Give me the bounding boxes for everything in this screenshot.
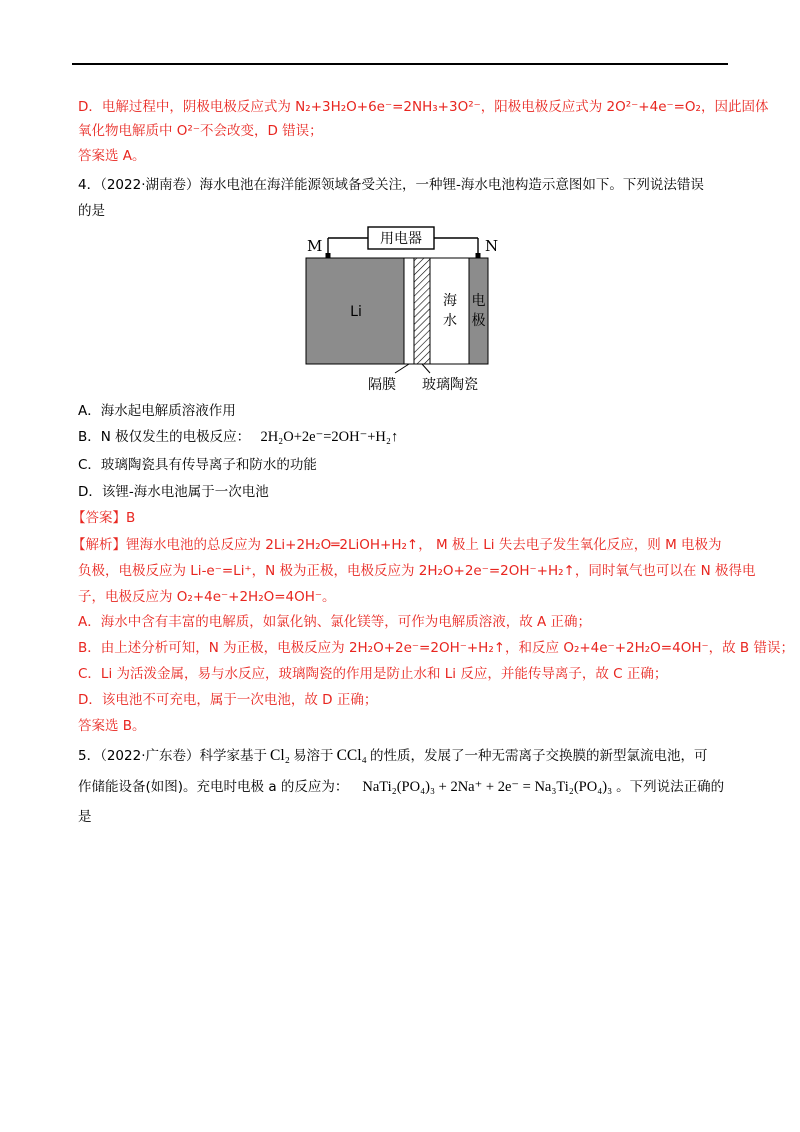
q4-option-b-text: B．N 极仅发生的电极反应： (78, 429, 251, 445)
prev-answer: 答案选 A。 (78, 148, 146, 164)
q4-stem-line2: 的是 (78, 203, 105, 219)
li-label: Li (350, 304, 362, 320)
q5-stem-part1: 5．（2022·广东卷）科学家基于 (78, 748, 267, 764)
q5-stem-line3: 是 (78, 809, 92, 825)
glass-ceramic (414, 258, 430, 364)
electrode-label-1: 电 (471, 293, 486, 309)
q4-answer-tag: 【答案】B (72, 510, 136, 526)
separator-label: 隔膜 (368, 377, 396, 393)
q4-option-b-formula: 2H₂O+2e⁻=2OH⁻+H₂↑ (260, 429, 399, 445)
q4-analysis-line2: 负极，电极反应为 Li-e⁻=Li⁺，N 极为正极，电极反应为 2H₂O+2e⁻=2OH⁻+H₂↑，同时氧气也可以在 N 极得电 (78, 563, 756, 579)
terminal-n (476, 253, 481, 258)
n-label: N (485, 237, 499, 255)
battery-diagram (300, 226, 500, 394)
seawater-label-2: 水 (443, 313, 457, 329)
q5-stem-line2-text: 作储能设备(如图)。充电时电极 a 的反应为： (78, 779, 349, 795)
q4-option-d: D．该锂-海水电池属于一次电池 (78, 484, 269, 500)
q4-analysis-line1: 【解析】锂海水电池的总反应为 2Li+2H₂O═2LiOH+H₂↑， M 极上 Li 失去电子发生氧化反应，则 M 电极为 (72, 537, 722, 553)
q4-option-a: A．海水起电解质溶液作用 (78, 403, 236, 419)
q4-explain-d: D．该电池不可充电，属于一次电池，故 D 正确； (78, 692, 378, 708)
seawater (430, 258, 469, 364)
prev-option-d-line2: 氧化物电解质中 O²⁻不会改变，D 错误； (78, 123, 323, 139)
m-label: M (307, 237, 323, 255)
separator (404, 258, 414, 364)
q4-final-answer: 答案选 B。 (78, 718, 146, 734)
load-label: 用电器 (380, 231, 422, 247)
q5-ccl4: CCl₄ (336, 747, 367, 764)
electrode-label-2: 极 (471, 313, 486, 329)
q5-cl2: Cl₂ (270, 747, 291, 764)
q4-analysis-line3: 子，电极反应为 O₂+4e⁻+2H₂O=4OH⁻。 (78, 589, 336, 605)
terminal-m (326, 253, 331, 258)
header-rule (72, 63, 728, 65)
q4-explain-c: C．Li 为活泼金属，易与水反应，玻璃陶瓷的作用是防止水和 Li 反应，并能传导离子，故 C 正确； (78, 666, 668, 682)
q5-formula: NaTi₂(PO₄)₃ + 2Na⁺ + 2e⁻ = Na₃Ti₂(PO₄)₃ (362, 779, 613, 795)
q5-stem-line1 (78, 746, 707, 766)
q5-stem-line2-tail: 。下列说法正确的 (616, 779, 725, 795)
q4-option-c: C．玻璃陶瓷具有传导离子和防水的功能 (78, 457, 317, 473)
q5-stem-line2 (78, 777, 724, 797)
q4-explain-a: A．海水中含有丰富的电解质，如氯化钠、氯化镁等，可作为电解质溶液，故 A 正确； (78, 614, 592, 630)
electrode (469, 258, 488, 364)
ceramic-label: 玻璃陶瓷 (422, 377, 478, 393)
q4-explain-b: B．由上述分析可知，N 为正极，电极反应为 2H₂O+2e⁻=2OH⁻+H₂↑，和反应 O₂+4e⁻+2H₂O=4OH⁻，故 B 错误； (78, 640, 794, 656)
prev-option-d-line1: D．电解过程中，阴极电极反应式为 N₂+3H₂O+6e⁻=2NH₃+3O²⁻，阳极电极反应式为 2O²⁻+4e⁻=O₂，因此固体 (78, 99, 769, 115)
q5-stem-part3: 的性质，发展了一种无需离子交换膜的新型氯流电池，可 (369, 748, 708, 764)
q5-stem-part2: 易溶于 (293, 748, 334, 764)
q4-stem-line1: 4．（2022·湖南卷）海水电池在海洋能源领域备受关注，一种锂-海水电池构造示意图如下。下列说法错误 (78, 177, 704, 193)
q4-option-b (78, 427, 398, 447)
seawater-label-1: 海 (443, 293, 457, 309)
